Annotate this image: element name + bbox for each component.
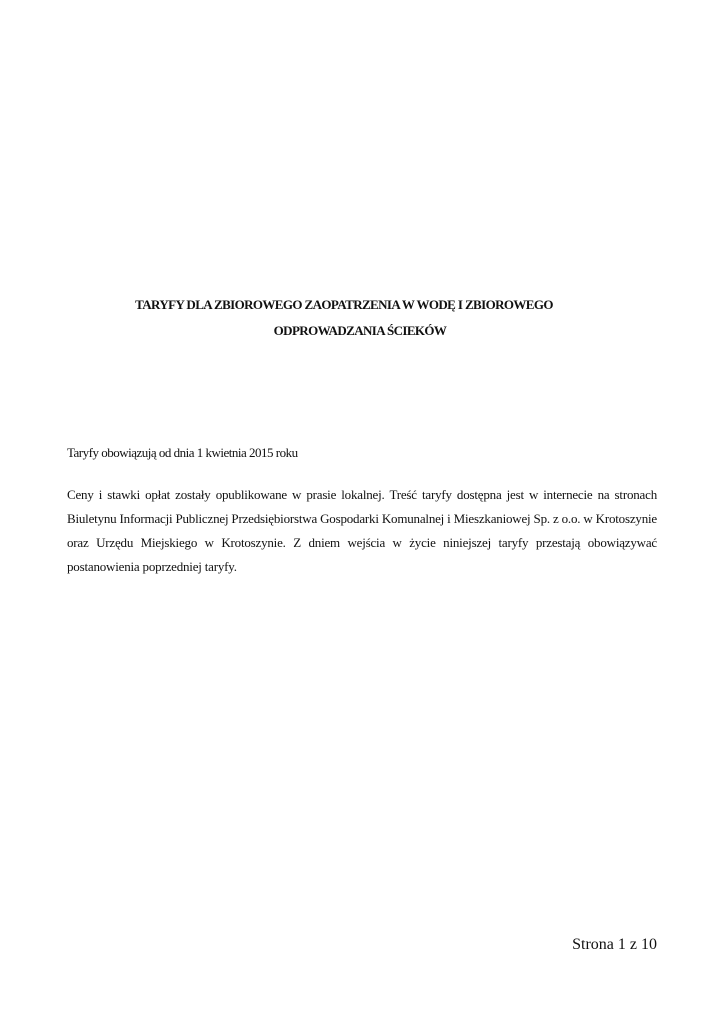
page-number: Strona 1 z 10	[572, 936, 657, 953]
effective-date-text: Taryfy obowiązują od dnia 1 kwietnia 2015 roku	[67, 445, 298, 460]
document-title-line-1: TARYFY DLA ZBIOROWEGO ZAOPATRZENIA W WODĘ I ZBIOROWEGO	[135, 297, 553, 312]
document-title-line-2: ODPROWADZANIA ŚCIEKÓW	[273, 323, 447, 338]
body-paragraph: Ceny i stawki opłat zostały opublikowane w prasie lokalnej. Treść taryfy dostępna jest w internecie na stronach Biuletynu Informacji Publicznej Przedsiębiorstwa Gospodarki Komunalnej i Mieszkaniowej Sp. z o.o. w Krotoszynie oraz Urzędu Miejskiego w Krotoszynie. Z dniem wejścia w życie niniejszej taryfy przestają obowiązywać postanowienia poprzedniej taryfy.	[67, 487, 657, 574]
